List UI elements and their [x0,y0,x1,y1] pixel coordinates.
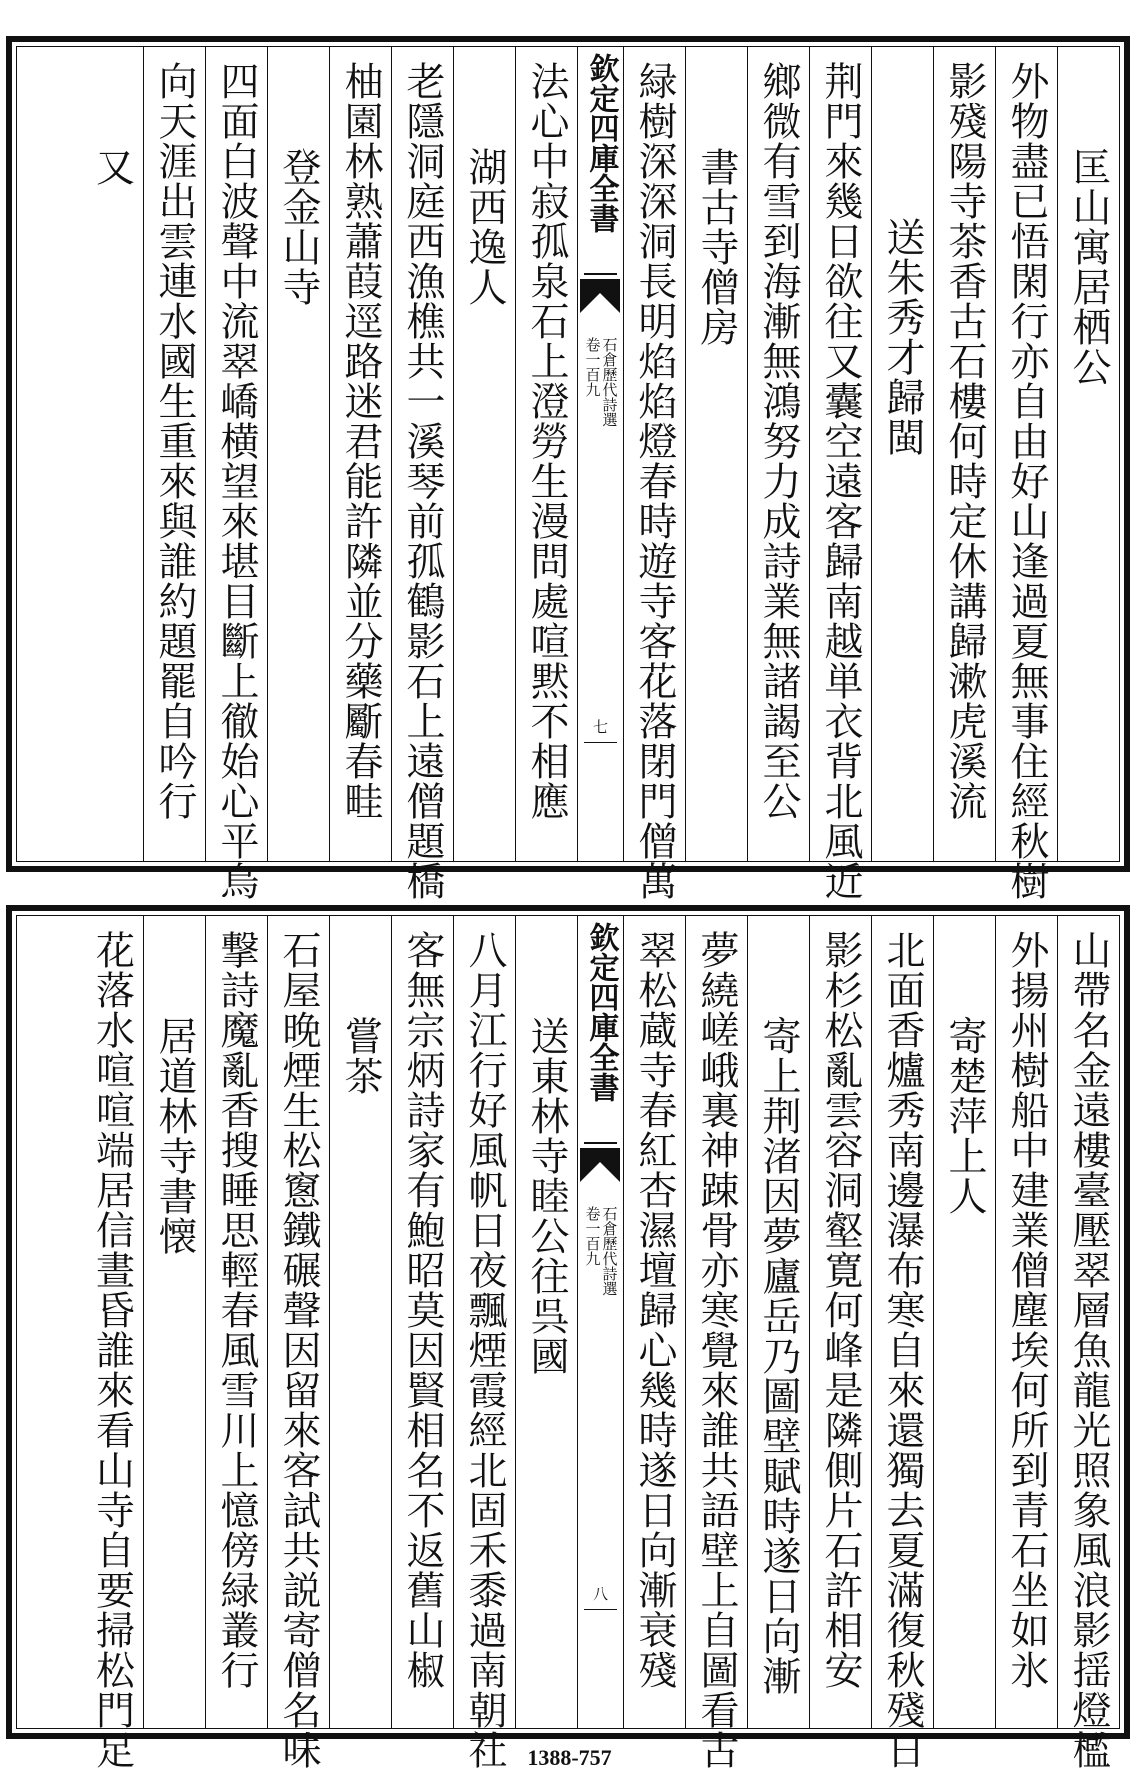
text-column [933,47,995,861]
text-column [329,47,391,861]
text-column [995,916,1057,1728]
poem-title: 嘗茶 [338,1016,383,1096]
poem-line: 影殘陽寺茶香古石樓何時定休講歸漱虎溪流 [942,61,987,821]
poem-line: 外物盡已悟閑行亦自由好山逢過夏無事住經秋樹 [1004,61,1049,901]
text-column [623,47,685,901]
text-column [685,916,747,1770]
poem-line: 外揚州樹船中建業僧塵埃何所到青石坐如氷 [1004,930,1049,1690]
text-column [809,916,871,1728]
gutter-rule [584,1609,617,1611]
series-title-line: 卷一百九 [583,1206,602,1266]
poem-line: 向天涯出雲連水國生重來與誰約題罷自吟行 [152,61,197,821]
page-number: 1388-757 [527,1745,612,1770]
text-column [205,47,267,901]
series-title-line: 卷一百九 [583,337,602,397]
text-column [809,47,871,901]
top-page-frame [6,36,1130,901]
poem-title: 寄楚萍上人 [942,1016,987,1216]
center-gutter [577,47,623,861]
poem-title: 登金山寺 [276,147,321,307]
poem-line: 石屋晚煙生松窻鐵碾聲因留來客試共説寄僧名味 [276,930,321,1770]
text-column [267,916,329,1770]
fishtail-mark [580,1148,620,1182]
leaf-number: 七 [592,718,609,736]
text-column [453,47,515,861]
text-column [81,916,143,1770]
poem-title: 居道林寺書懐 [152,1016,197,1256]
center-gutter [577,916,623,1728]
top-page-columns [16,46,1120,901]
text-column [453,916,515,1770]
text-column [747,916,809,1728]
text-column [685,47,747,861]
poem-line: 老隱洞庭西漁樵共一溪琴前孤鶴影石上遠僧題橋 [400,61,445,901]
poem-line: 撃詩魔亂香搜睡思輕春風雪川上憶傍緑叢行 [214,930,259,1690]
gutter-rule [584,742,617,744]
text-column [871,916,933,1770]
poem-title: 送朱秀才歸閩 [880,217,925,457]
text-column [1057,47,1119,861]
text-column [995,47,1057,901]
series-title [585,1206,617,1296]
book-title: 欽定四庫全書 [583,922,619,1102]
poem-title: 書古寺僧房 [694,147,739,347]
poem-line: 夢繞嵯峨裏神踈骨亦寒覺來誰共語壁上自圖看古 [694,930,739,1770]
text-column [623,916,685,1728]
poem-line: 四面白波聲中流翠嶠横望來堪目斷上徹始心平烏 [214,61,259,901]
poem-line: 山帶名金遠樓臺壓翠層魚龍光照象風浪影揺燈檻 [1066,930,1111,1770]
poem-title: 寄上荆渚因夢廬岳乃圖壁賦時遂日向漸 [756,1016,801,1696]
text-column [933,916,995,1728]
text-column [747,47,809,861]
series-title-line: 石倉歷代詩選 [600,1206,619,1296]
poem-line: 柚園林熟蕭葭逕路迷君能許隣並分藥斸春畦 [338,61,383,821]
poem-line: 北面香爐秀南邊瀑布寒自來還獨去夏滿復秋殘日 [880,930,925,1770]
text-column [329,916,391,1728]
text-column [391,916,453,1728]
poem-title: 又 [89,147,135,187]
poem-line: 翠松蔵寺春紅杏濕壇歸心幾時遂日向漸衰殘 [632,930,677,1690]
text-column [391,47,453,901]
text-column [205,916,267,1728]
gutter-rule [584,273,617,275]
poem-title: 湖西逸人 [462,147,507,307]
poem-line: 法心中寂孤泉石上澄勞生漫問處喧黙不相應 [524,61,569,821]
poem-line: 客無宗炳詩家有鮑昭莫因賢相名不返舊山椒 [400,930,445,1690]
poem-line: 緑樹深深洞長明焰焰燈春時遊寺客花落閉門僧萬 [632,61,677,901]
fishtail-mark [580,279,620,313]
leaf-number: 八 [592,1585,609,1603]
series-title [585,337,617,427]
series-title-line: 石倉歷代詩選 [600,337,619,427]
text-column [143,916,205,1728]
gutter-rule [584,1142,617,1144]
poem-line: 花落水喧喧端居信晝昏誰來看山寺自要掃松門足 [89,930,135,1770]
text-column [871,47,933,861]
poem-line: 八月江行好風帆日夜飄煙霞經北固禾黍過南朝社 [462,930,507,1770]
text-column [143,47,205,861]
text-column [1057,916,1119,1770]
text-column [515,47,577,861]
poem-title: 送東林寺睦公往呉國 [524,1016,569,1376]
text-column [515,916,577,1728]
poem-line: 鄉微有雪到海漸無鴻努力成詩業無諸謁至公 [756,61,801,821]
poem-line: 荆門來幾日欲往又囊空遠客歸南越単衣背北風近 [818,61,863,901]
book-title: 欽定四庫全書 [583,53,619,233]
poem-title: 匡山寓居栖公 [1066,147,1111,387]
poem-line: 影杉松亂雲容洞壑寛何峰是隣側片石許相安 [818,930,863,1690]
text-column [267,47,329,861]
text-column [81,47,143,861]
